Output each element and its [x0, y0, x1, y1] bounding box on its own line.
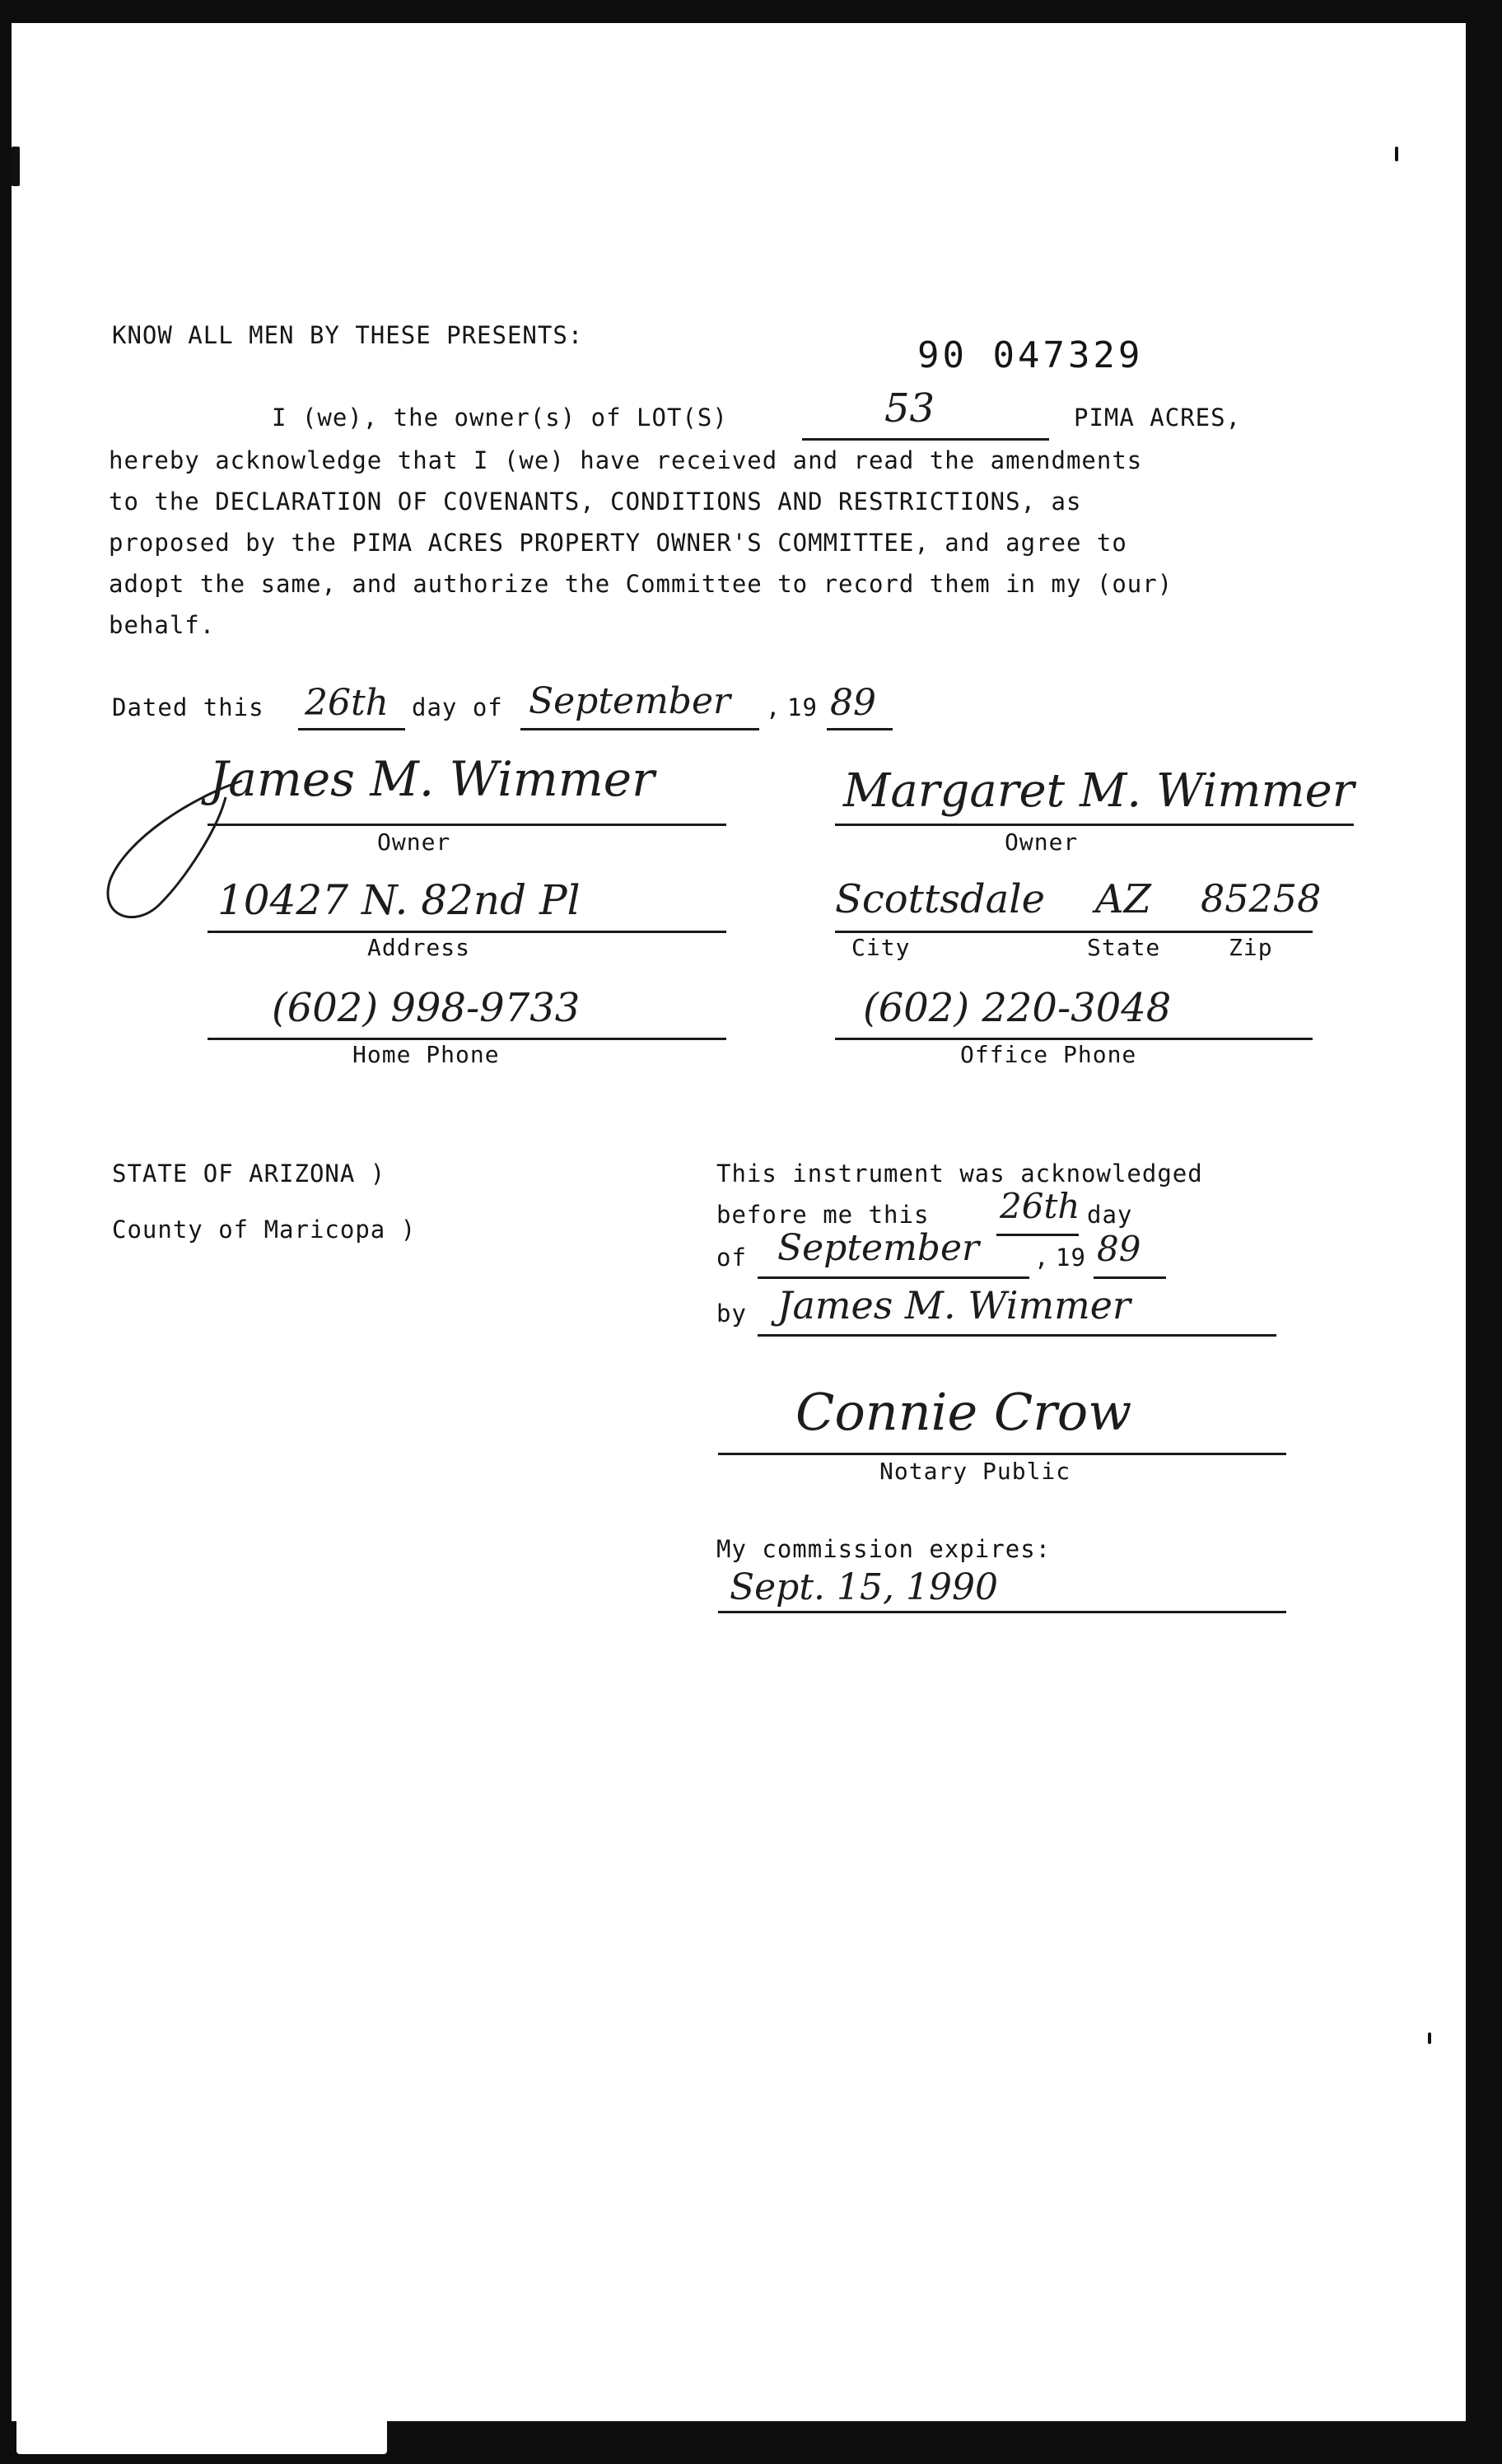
dated-month-handwritten: September [529, 680, 731, 722]
body-line-1: hereby acknowledge that I (we) have received and read the amendments [109, 446, 1143, 474]
office-phone-label: Office Phone [960, 1041, 1137, 1068]
ack-line-1: This instrument was acknowledged [716, 1160, 1203, 1188]
body-line-4: adopt the same, and authorize the Committee to record them in my (our) [109, 570, 1173, 598]
ack-line-2-label: before me this [716, 1201, 930, 1229]
notary-signature-line [718, 1453, 1286, 1455]
owner1-label: Owner [377, 828, 451, 856]
ack-month-handwritten: September [777, 1227, 980, 1269]
home-phone-handwritten: (602) 998-9733 [272, 985, 581, 1031]
lot-underline [802, 438, 1049, 441]
subdivision-name: PIMA ACRES, [1074, 404, 1242, 432]
notary-label: Notary Public [879, 1458, 1071, 1485]
street-address-handwritten: 10427 N. 82nd Pl [217, 876, 581, 924]
owner-lot-intro: I (we), the owner(s) of LOT(S) [272, 404, 728, 432]
zip-label: Zip [1229, 934, 1273, 961]
owner2-signature-line [835, 824, 1354, 826]
ack-by-name-handwritten: James M. Wimmer [777, 1283, 1131, 1328]
body-line-3: proposed by the PIMA ACRES PROPERTY OWNER'S COMMITTEE, and agree to [109, 529, 1127, 557]
ack-day-underline [996, 1234, 1079, 1236]
ack-month-underline [758, 1276, 1029, 1279]
dated-year-prefix: 19 [787, 693, 818, 721]
ack-year-underline [1094, 1276, 1166, 1279]
ack-by-label: by [716, 1300, 747, 1328]
dated-day-of-label: day of [412, 693, 503, 721]
dated-year-handwritten: 89 [830, 682, 876, 724]
notary-signature: Connie Crow [795, 1382, 1132, 1442]
city-label: City [851, 934, 911, 961]
body-line-2: to the DECLARATION OF COVENANTS, CONDITIONS AND RESTRICTIONS, as [109, 488, 1082, 516]
ack-day-handwritten: 26th [1000, 1186, 1080, 1226]
city-handwritten: Scottsdale [835, 876, 1045, 922]
office-phone-handwritten: (602) 220-3048 [863, 985, 1172, 1031]
office-phone-line [835, 1038, 1313, 1040]
scan-speck [1395, 147, 1398, 161]
commission-date-handwritten: Sept. 15, 1990 [730, 1566, 998, 1608]
owner1-signature-line [208, 824, 726, 826]
owner1-signature: James M. Wimmer [209, 751, 655, 807]
state-handwritten: AZ [1095, 876, 1152, 922]
lot-number-handwritten: 53 [884, 385, 935, 432]
venue-county: County of Maricopa ) [112, 1216, 417, 1244]
dated-day-underline [298, 728, 405, 730]
dated-year-underline [827, 728, 893, 730]
owner2-label: Owner [1005, 828, 1079, 856]
ack-day-label: day [1087, 1201, 1133, 1229]
address-label: Address [367, 934, 471, 961]
address-line [208, 931, 726, 933]
document-heading: KNOW ALL MEN BY THESE PRESENTS: [112, 321, 584, 349]
dated-day-handwritten: 26th [305, 682, 389, 724]
owner2-signature: Margaret M. Wimmer [843, 764, 1355, 818]
home-phone-line [208, 1038, 726, 1040]
zip-handwritten: 85258 [1201, 876, 1322, 921]
ack-year-prefix: 19 [1056, 1244, 1086, 1272]
scan-speck [12, 147, 20, 186]
commission-date-line [718, 1611, 1286, 1613]
recording-number: 90 047329 [917, 334, 1144, 376]
ack-by-underline [758, 1334, 1276, 1337]
home-phone-label: Home Phone [352, 1041, 500, 1068]
ack-of-label: of [716, 1244, 747, 1272]
body-line-5: behalf. [109, 611, 216, 639]
ack-year-handwritten: 89 [1097, 1229, 1141, 1269]
scan-white-patch [16, 2331, 387, 2454]
document-page: KNOW ALL MEN BY THESE PRESENTS: 90 047329 I (we), the owner(s) of LOT(S) 53 PIMA ACRES, hereby acknowledge that I (we) have received and read the amendments to the DECLARATION OF COVENANTS, CONDITIONS AND RESTRICTIONS, as proposed by the PIMA ACRES PROPERTY OWNER'S COMMITTEE, and agree to adopt the same, and authorize the Committee to record them in my (our) behalf. Dated this 26th day of September , 19 89 James M. Wimmer Owner Margaret M. Wimmer Owner 10427 N. 82nd Pl Address Scottsdale AZ 85258 City State Zip (602) 998-9733 Home Phone (602) 220-3048 Office Phone STATE OF ARIZONA ) County of Maricopa ) This instrument was acknowledged before me this 26th day of September , 19 89 by James M. Wimmer Connie Crow Notary Public My commission expires: Sept. 15, 1990 [12, 23, 1466, 2421]
scan-speck [1428, 2032, 1431, 2044]
venue-state: STATE OF ARIZONA ) [112, 1160, 386, 1188]
dated-label: Dated this [112, 693, 264, 721]
state-label: State [1087, 934, 1161, 961]
dated-month-underline [520, 728, 759, 730]
city-state-zip-line [835, 931, 1313, 933]
commission-label: My commission expires: [716, 1535, 1052, 1563]
